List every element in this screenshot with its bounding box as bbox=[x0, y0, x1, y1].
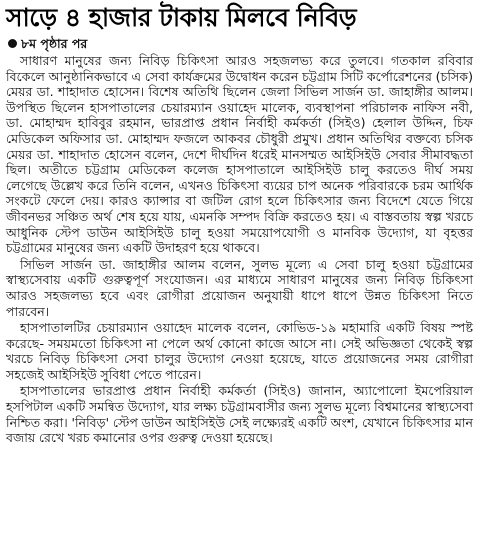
paragraph: সাধারণ মানুষের জন্য নিবিড় চিকিৎসা আরও সহজলভ্য করে তুলবে। গতকাল রবিবার বিকেলে আনুষ্ঠানিকভাবে এ সেবা কার্যক্রমের উদ্বোধন করেন চট্টগ্রাম সিটি কর্পোরেশনের (চসিক) মেয়র ডা. শাহাদাত হোসেন। বিশেষ অতিথি ছিলেন জেলা সিভিল সার্জন ডা. জাহাঙ্গীর আলম। উপস্থিত ছিলেন হাসপাতালের চেয়ারম্যান ওয়াহেদ মালেক, ব্যবস্থাপনা পরিচালক নাফিস নবী, ডা. মোহাম্মদ হাবিবুর রহমান, ভারপ্রাপ্ত প্রধান নির্বাহী কর্মকর্তা (সিইও) হেলাল উদ্দিন, চিফ মেডিকেল অফিসার ডা. মোহাম্মদ ফজলে আকবর চৌধুরী প্রমুখ। প্রধান অতিথির বক্তব্যে চসিক মেয়র ডা. শাহাদাত হোসেন বলেন, দেশে দীর্ঘদিন ধরেই মানসম্মত আইসিইউ সেবার সীমাবদ্ধতা ছিল। অতীতে চট্টগ্রাম মেডিকেল কলেজ হাসপাতালে আইসিইউ চালু করতেও দীর্ঘ সময় লেগেছে উল্লেখ করে তিনি বলেন, এখনও চিকিৎসা ব্যয়ের চাপ অনেক পরিবারকে চরম আর্থিক সংকটে ফেলে দেয়। কারও ক্যান্সার বা জটিল রোগ হলে চিকিৎসার জন্য বিদেশে যেতে গিয়ে জীবনভর সঞ্চিত অর্থ শেষ হয়ে যায়, এমনকি সম্পদ বিক্রি করতেও হয়। এ বাস্তবতায় স্বল্প খরচে আধুনিক স্টেপ ডাউন আইসিইউ চালু হওয়া সময়োপযোগী ও মানবিক উদ্যোগ, যা বৃহত্তর চট্টগ্রামের মানুষের জন্য একটি উদাহরণ হয়ে থাকবে। bbox=[6, 53, 473, 256]
bullet-icon bbox=[8, 39, 17, 48]
jump-note: ৮ম পৃষ্ঠার পর bbox=[21, 36, 88, 51]
headline: সাড়ে ৪ হাজার টাকায় মিলবে নিবিড় bbox=[6, 3, 357, 32]
paragraph: হাসপাতালের ভারপ্রাপ্ত প্রধান নির্বাহী কর্মকর্তা (সিইও) জানান, অ্যাপোলো ইমপেরিয়াল হসপিটাল একটি সমন্বিত উদ্যোগ, যার লক্ষ্য চট্টগ্রামবাসীর জন্য সুলভ মূল্যে বিশ্বমানের স্বাস্থ্যসেবা নিশ্চিত করা। 'নিবিড়' স্টেপ ডাউন আইসিইউ সেই লক্ষ্যেরই একটি অংশ, যেখানে চিকিৎসার মান বজায় রেখে খরচ কমানোর ওপর গুরুত্ব দেওয়া হয়েছে। bbox=[6, 383, 473, 446]
article-body bbox=[0, 52, 479, 446]
jump-line bbox=[0, 34, 479, 52]
paragraph: সিভিল সার্জন ডা. জাহাঙ্গীর আলম বলেন, সুলভ মূল্যে এ সেবা চালু হওয়া চট্টগ্রামের স্বাস্থ্যসেবায় একটি গুরুত্বপূর্ণ সংযোজন। এর মাধ্যমে সাধারণ মানুষের জন্য নিবিড় চিকিৎসা আরও সহজলভ্য হবে এবং রোগীরা প্রয়োজন অনুযায়ী ধাপে ধাপে উন্নত চিকিৎসা নিতে পারবেন। bbox=[6, 256, 473, 319]
paragraph: হাসপাতালটির চেয়ারম্যান ওয়াহেদ মালেক বলেন, কোভিড-১৯ মহামারি একটি বিষয় স্পষ্ট করেছে- সময়মতো চিকিৎসা না পেলে অর্থ কোনো কাজে আসে না। সেই অভিজ্ঞতা থেকেই স্বল্প খরচে নিবিড় চিকিৎসা সেবা চালুর উদ্যোগ নেওয়া হয়েছে, যাতে প্রয়োজনের সময় রোগীরা সহজেই আইসিইউ সুবিধা পেতে পারেন। bbox=[6, 320, 473, 382]
